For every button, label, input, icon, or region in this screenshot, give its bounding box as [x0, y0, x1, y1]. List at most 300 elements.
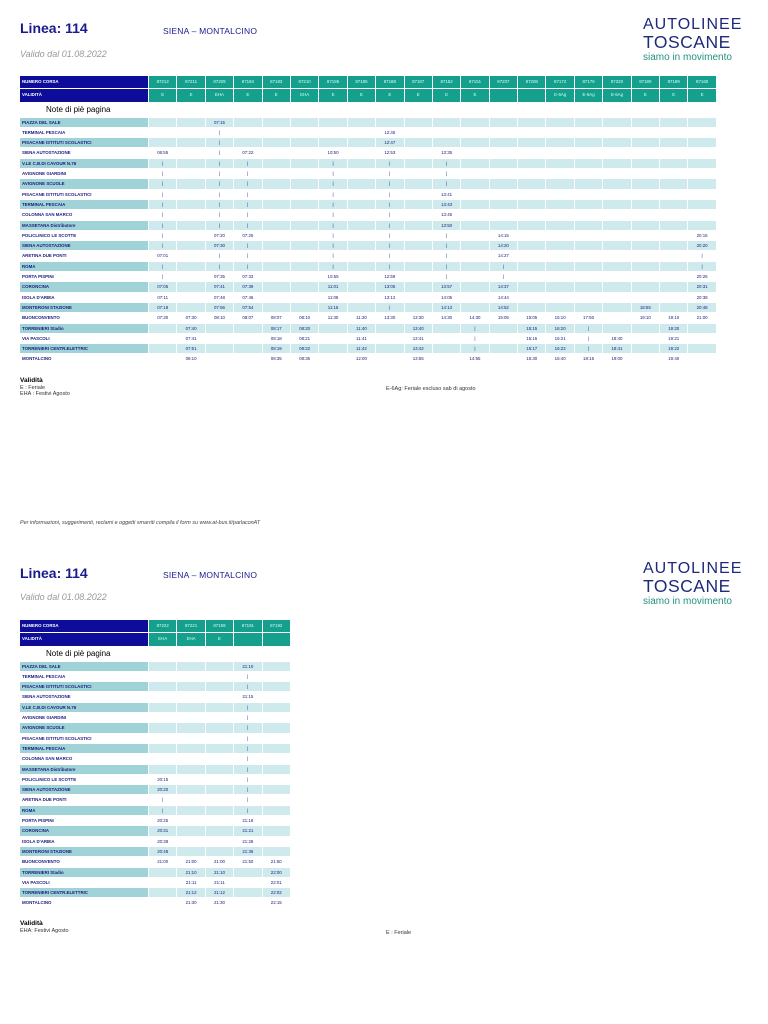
stop-row	[20, 334, 716, 343]
stop-time	[348, 251, 375, 260]
stop-time: 21:11	[177, 878, 204, 887]
stop-time	[291, 210, 318, 219]
stop-time	[433, 128, 460, 137]
stop-time	[177, 210, 204, 219]
stop-time	[490, 159, 517, 168]
stop-time	[518, 303, 545, 312]
stop-time	[688, 210, 715, 219]
stop-time	[546, 231, 573, 240]
stop-time	[234, 118, 261, 127]
stop-time	[348, 221, 375, 230]
stop-time: 13:35	[433, 148, 460, 157]
stop-time: |	[376, 210, 403, 219]
stop-time: 14:30	[433, 313, 460, 322]
stop-row	[20, 231, 716, 240]
stop-time	[660, 159, 687, 168]
stop-time	[632, 118, 659, 127]
stop-time	[546, 210, 573, 219]
stop-time	[603, 179, 630, 188]
stop-time	[575, 210, 602, 219]
stop-time: 22:00	[263, 868, 290, 877]
notes-cell	[206, 647, 233, 661]
stop-time	[177, 148, 204, 157]
stop-time: 12:47	[376, 138, 403, 147]
valid-from: Valido dal 01.08.2022	[20, 592, 107, 602]
notes-row	[20, 103, 716, 117]
stop-time: 07:05	[149, 282, 176, 291]
stop-time	[461, 293, 488, 302]
stop-time: |	[433, 159, 460, 168]
run-number-label: NUMERO CORSA	[20, 76, 148, 88]
stop-time	[149, 868, 176, 877]
stop-time	[405, 200, 432, 209]
stop-time	[177, 692, 204, 701]
stop-time: 21:30	[206, 898, 233, 907]
run-number: 87176	[575, 76, 602, 88]
stop-name: TORRENIERI CENTR.ELETTRIC	[20, 344, 148, 353]
stop-time	[518, 293, 545, 302]
stop-time	[632, 179, 659, 188]
run-number: 87152	[433, 76, 460, 88]
stop-time: |	[376, 169, 403, 178]
stop-time: 08:21	[291, 334, 318, 343]
stop-time	[263, 262, 290, 271]
stop-time	[149, 138, 176, 147]
stop-name: VIA PASCOLI	[20, 334, 148, 343]
stop-time: 16:10	[546, 313, 573, 322]
stop-row	[20, 148, 716, 157]
stop-time	[149, 888, 176, 897]
validity-code: E	[376, 89, 403, 101]
stop-time	[688, 159, 715, 168]
stop-time	[149, 723, 176, 732]
stop-time: 11:01	[319, 282, 346, 291]
stop-time	[348, 262, 375, 271]
stop-row	[20, 272, 716, 281]
stop-row	[20, 775, 290, 784]
stop-time	[660, 138, 687, 147]
stop-time	[234, 324, 261, 333]
notes-cell	[575, 103, 602, 117]
stop-time	[546, 221, 573, 230]
stop-time	[177, 703, 204, 712]
stop-time	[405, 231, 432, 240]
stop-time	[149, 744, 176, 753]
stop-time: |	[319, 262, 346, 271]
validity-code: E	[660, 89, 687, 101]
stop-time	[263, 785, 290, 794]
stop-time	[632, 169, 659, 178]
stop-time: 16:21	[546, 334, 573, 343]
stop-time	[206, 775, 233, 784]
stop-time: |	[319, 210, 346, 219]
stop-time	[603, 118, 630, 127]
stop-time: |	[206, 200, 233, 209]
stop-time: |	[376, 231, 403, 240]
stop-time: 19:40	[660, 354, 687, 363]
stop-time: 08:07	[263, 313, 290, 322]
stop-name: TERMINAL PESCAIA	[20, 744, 148, 753]
stop-time: |	[575, 334, 602, 343]
stop-time	[688, 148, 715, 157]
stop-time: 21:50	[234, 857, 261, 866]
stop-time	[177, 303, 204, 312]
stop-time	[206, 734, 233, 743]
stop-time: 08:18	[263, 334, 290, 343]
stop-time: 14:52	[490, 303, 517, 312]
stop-row	[20, 785, 290, 794]
stop-time	[546, 200, 573, 209]
stop-time	[319, 344, 346, 353]
stop-time	[177, 744, 204, 753]
stop-time: 21:10	[177, 868, 204, 877]
stop-name: COLONNA SAN MARCO	[20, 210, 148, 219]
header-row	[20, 620, 290, 632]
stop-time: |	[688, 251, 715, 260]
legend-item: E : Feriale	[386, 930, 412, 936]
stop-time: 08:35	[291, 354, 318, 363]
stop-time	[490, 128, 517, 137]
stop-time	[263, 723, 290, 732]
stop-time: |	[234, 734, 261, 743]
stop-time	[461, 241, 488, 250]
stop-row	[20, 282, 716, 291]
stop-time	[177, 713, 204, 722]
stop-time	[206, 806, 233, 815]
stop-name: SIENA AUTOSTAZIONE	[20, 785, 148, 794]
run-number: 87221	[177, 620, 204, 632]
footer-info: Per informazioni, suggerimenti, reclami e oggetti smarriti compila il form su www.at-bus.it/parlaconAT	[20, 520, 261, 526]
stop-time: 12:00	[348, 354, 375, 363]
timetable-page-2	[0, 553, 768, 1024]
run-number: 87187	[405, 76, 432, 88]
stop-time	[263, 169, 290, 178]
stop-time	[433, 118, 460, 127]
stop-row	[20, 241, 716, 250]
stop-time	[546, 179, 573, 188]
stop-time	[632, 138, 659, 147]
stop-time: 21:50	[263, 857, 290, 866]
validity-legend-right	[386, 386, 476, 393]
stop-time	[405, 272, 432, 281]
stop-time: |	[206, 138, 233, 147]
stop-time	[263, 734, 290, 743]
stop-time: 20:15	[688, 231, 715, 240]
stop-time	[405, 159, 432, 168]
stop-time: |	[234, 169, 261, 178]
stop-time: 13:05	[376, 282, 403, 291]
stop-time	[319, 324, 346, 333]
stop-time	[660, 293, 687, 302]
stop-name: MONTALCINO	[20, 898, 148, 907]
stop-time: |	[234, 754, 261, 763]
stop-time	[319, 118, 346, 127]
stop-time	[177, 682, 204, 691]
stop-name: SIENA AUTOSTAZIONE	[20, 241, 148, 250]
stop-time: |	[461, 344, 488, 353]
stop-time	[177, 282, 204, 291]
stop-time	[206, 334, 233, 343]
stop-time: 16:40	[546, 354, 573, 363]
run-number: 87185	[348, 76, 375, 88]
stop-time: |	[149, 190, 176, 199]
stop-time	[263, 190, 290, 199]
stop-name: VIA PASCOLI	[20, 878, 148, 887]
stop-time: 14:05	[433, 293, 460, 302]
stop-time: |	[433, 231, 460, 240]
stop-time	[575, 231, 602, 240]
stop-time: 17:50	[575, 313, 602, 322]
stop-time	[348, 293, 375, 302]
stop-time: 15:16	[518, 334, 545, 343]
stop-time	[234, 878, 261, 887]
stop-time	[461, 159, 488, 168]
stop-time: |	[433, 241, 460, 250]
notes-cell	[291, 103, 318, 117]
stop-time	[461, 148, 488, 157]
stop-time: |	[433, 262, 460, 271]
stop-name: PORTA PISPINI	[20, 272, 148, 281]
stop-time	[263, 775, 290, 784]
stop-time	[177, 251, 204, 260]
stop-time: |	[376, 221, 403, 230]
stop-time: 20:15	[149, 775, 176, 784]
stop-time	[632, 159, 659, 168]
stop-time	[291, 179, 318, 188]
stop-time: 21:12	[206, 888, 233, 897]
stop-time: 08:10	[177, 354, 204, 363]
stop-time	[263, 138, 290, 147]
stop-row	[20, 128, 716, 137]
stop-time	[177, 190, 204, 199]
stop-time	[490, 210, 517, 219]
notes-cell	[149, 103, 176, 117]
validity-code	[263, 633, 290, 645]
stop-time: 08:19	[263, 344, 290, 353]
stop-time	[177, 231, 204, 240]
stop-time	[575, 179, 602, 188]
stop-time	[575, 282, 602, 291]
stop-time: |	[461, 334, 488, 343]
stop-time	[348, 200, 375, 209]
run-number: 87208	[518, 76, 545, 88]
stop-time	[518, 210, 545, 219]
stop-time	[490, 334, 517, 343]
stop-time: |	[206, 179, 233, 188]
stop-time: |	[376, 190, 403, 199]
legend-item: E : Feriale	[20, 384, 46, 391]
notes-row	[20, 647, 290, 661]
stop-time	[291, 303, 318, 312]
stop-name: MASSETANA Distributore	[20, 221, 148, 230]
stop-row	[20, 826, 290, 835]
stop-time	[660, 303, 687, 312]
stop-name: V.LE C.B.DI CAVOUR N.76	[20, 159, 148, 168]
stop-time: 13:42	[405, 344, 432, 353]
stop-time	[632, 148, 659, 157]
stop-time: 07:15	[206, 118, 233, 127]
notes-cell	[376, 103, 403, 117]
stop-time	[177, 754, 204, 763]
stop-time	[206, 754, 233, 763]
stop-time	[234, 354, 261, 363]
stop-time	[263, 251, 290, 260]
run-number: 87191	[234, 620, 261, 632]
stop-time: |	[206, 128, 233, 137]
stop-time: |	[319, 221, 346, 230]
stop-time	[603, 272, 630, 281]
stop-name: PISACANE ISTITUTI SCOLASTICI	[20, 138, 148, 147]
route-name: SIENA – MONTALCINO	[163, 570, 258, 580]
stop-time: |	[234, 159, 261, 168]
stop-time	[263, 754, 290, 763]
stop-time: 20:48	[149, 847, 176, 856]
stop-time	[518, 148, 545, 157]
stop-time	[461, 231, 488, 240]
validity-code: E-6Ag	[603, 89, 630, 101]
stop-row	[20, 723, 290, 732]
stop-time	[149, 692, 176, 701]
stop-time	[263, 231, 290, 240]
stop-time	[603, 138, 630, 147]
stop-time	[206, 723, 233, 732]
stop-time: 13:12	[376, 293, 403, 302]
stop-time	[518, 221, 545, 230]
stop-time	[660, 190, 687, 199]
stop-row	[20, 251, 716, 260]
stop-time: 08:17	[263, 324, 290, 333]
stop-time: 07:46	[234, 293, 261, 302]
stop-time: 22:01	[263, 878, 290, 887]
stop-time	[632, 282, 659, 291]
stop-time: |	[433, 251, 460, 260]
stop-time: |	[234, 713, 261, 722]
stop-time: 14:55	[461, 354, 488, 363]
stop-time: 07:30	[177, 313, 204, 322]
stop-time	[575, 128, 602, 137]
stop-time	[546, 128, 573, 137]
stop-time	[603, 241, 630, 250]
stop-time	[206, 847, 233, 856]
stop-time	[177, 241, 204, 250]
stop-time: |	[234, 200, 261, 209]
stop-name: ROMA	[20, 262, 148, 271]
stop-time	[660, 200, 687, 209]
stop-name: POLICLINICO LE SCOTTE	[20, 775, 148, 784]
stop-time: |	[461, 324, 488, 333]
stop-time	[660, 128, 687, 137]
stop-time	[660, 241, 687, 250]
stop-time	[603, 251, 630, 260]
stop-time: 21:15	[234, 692, 261, 701]
stop-time	[688, 221, 715, 230]
stop-time	[546, 138, 573, 147]
stop-time: |	[149, 241, 176, 250]
stop-time: 13:57	[433, 282, 460, 291]
stop-time	[149, 354, 176, 363]
stop-time	[149, 754, 176, 763]
stop-time	[263, 159, 290, 168]
stop-time	[348, 179, 375, 188]
stop-time	[177, 128, 204, 137]
stop-time	[546, 159, 573, 168]
stop-time	[348, 303, 375, 312]
stop-time	[348, 282, 375, 291]
stop-name: ISOLA D'ARBIA	[20, 293, 148, 302]
run-number: 87159	[206, 620, 233, 632]
stop-time	[632, 221, 659, 230]
header-row	[20, 76, 716, 88]
notes-cell	[234, 647, 261, 661]
stop-time: 08:10	[206, 313, 233, 322]
stop-time: 07:39	[234, 282, 261, 291]
stop-time	[632, 334, 659, 343]
stop-time	[291, 293, 318, 302]
stop-time	[263, 703, 290, 712]
stop-time: |	[376, 262, 403, 271]
stop-time	[461, 251, 488, 260]
stop-time: 10:50	[319, 148, 346, 157]
stop-time	[688, 128, 715, 137]
stop-time	[575, 293, 602, 302]
validity-label: VALIDITÀ	[20, 89, 148, 101]
stop-row	[20, 324, 716, 333]
stop-row	[20, 190, 716, 199]
stop-time	[177, 765, 204, 774]
stop-time: 07:11	[149, 293, 176, 302]
stop-time: |	[433, 272, 460, 281]
stop-time: 11:40	[348, 324, 375, 333]
stop-time: 08:10	[291, 313, 318, 322]
notes-cell	[433, 103, 460, 117]
validity-row	[20, 89, 716, 101]
stop-time	[461, 118, 488, 127]
line-title: Linea: 114	[20, 565, 88, 581]
stop-time	[632, 200, 659, 209]
stop-time	[660, 148, 687, 157]
stop-time	[177, 847, 204, 856]
stop-time	[177, 723, 204, 732]
stop-time	[149, 713, 176, 722]
stop-time: |	[149, 262, 176, 271]
stop-name: PORTA PISPINI	[20, 816, 148, 825]
stop-time	[688, 344, 715, 353]
stop-time	[688, 324, 715, 333]
stop-name: AVIGNONE SCUOLE	[20, 723, 148, 732]
stop-time: 07:51	[177, 344, 204, 353]
stop-time	[348, 169, 375, 178]
stop-time	[461, 282, 488, 291]
stop-time	[405, 138, 432, 147]
stop-time	[490, 179, 517, 188]
stop-row	[20, 313, 716, 322]
stop-time: |	[319, 251, 346, 260]
stop-time	[263, 692, 290, 701]
stop-time: 20:25	[688, 272, 715, 281]
stop-time: 13:55	[405, 354, 432, 363]
stop-name: BUONCONVENTO	[20, 313, 148, 322]
validity-code	[234, 633, 261, 645]
stop-time	[603, 282, 630, 291]
stop-time: 08:22	[291, 344, 318, 353]
stop-time: |	[433, 179, 460, 188]
stop-time	[376, 324, 403, 333]
stop-row	[20, 682, 290, 691]
stop-time	[348, 241, 375, 250]
stop-name: MONTERONI STAZIONE	[20, 847, 148, 856]
validity-code: E	[461, 89, 488, 101]
stop-time	[348, 138, 375, 147]
